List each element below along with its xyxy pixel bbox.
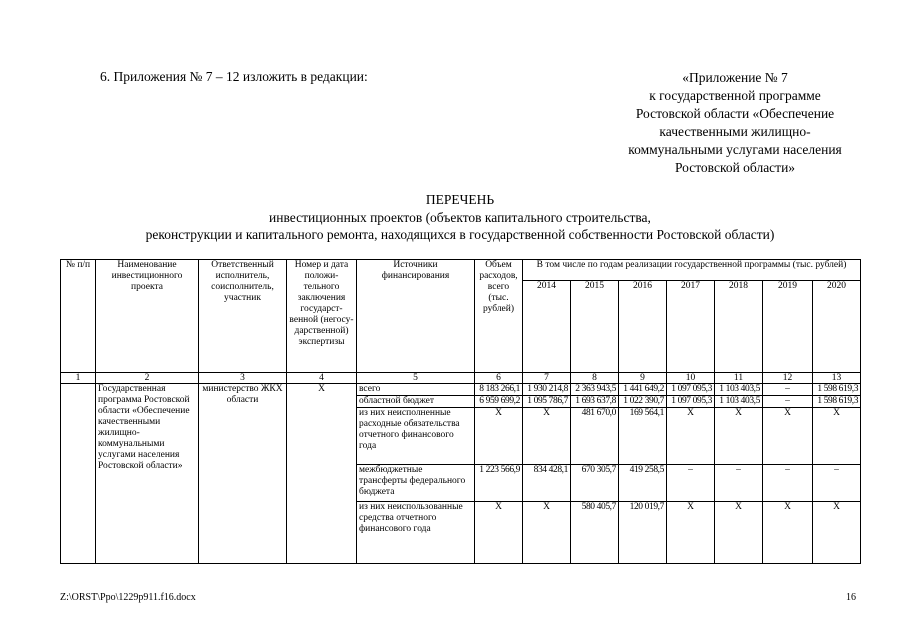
header-year: 2018 bbox=[715, 281, 763, 373]
year-cell: Х bbox=[813, 502, 861, 564]
document-heading bbox=[60, 191, 860, 244]
year-cell: 1 693 637,8 bbox=[571, 396, 619, 408]
heading-title: ПЕРЕЧЕНЬ bbox=[425, 192, 495, 207]
year-cell: Х bbox=[523, 408, 571, 465]
year-cell: Х bbox=[667, 502, 715, 564]
column-number: 12 bbox=[763, 373, 813, 384]
appendix-line: к государственной программе bbox=[649, 88, 821, 103]
column-number: 3 bbox=[199, 373, 287, 384]
year-cell: 1 097 095,3 bbox=[667, 396, 715, 408]
year-cell: – bbox=[667, 465, 715, 502]
source-cell: из них неисполненные расходные обязательства отчетного финансового года bbox=[357, 408, 475, 465]
column-number: 6 bbox=[475, 373, 523, 384]
year-cell: Х bbox=[715, 408, 763, 465]
year-cell: 1 022 390,7 bbox=[619, 396, 667, 408]
column-number: 1 bbox=[61, 373, 96, 384]
projects-table bbox=[60, 259, 861, 564]
year-cell: 419 258,5 bbox=[619, 465, 667, 502]
appendix-line: качественными жилищно- bbox=[659, 124, 811, 139]
header-name: Наименование инвестиционного проекта bbox=[96, 260, 199, 373]
appendix-header bbox=[600, 69, 870, 177]
year-cell: Х bbox=[813, 408, 861, 465]
year-cell: 1 103 403,5 bbox=[715, 384, 763, 396]
total-cell: 6 959 699,2 bbox=[475, 396, 523, 408]
project-num bbox=[61, 384, 96, 564]
source-cell: из них неиспользованные средства отчетного финансового года bbox=[357, 502, 475, 564]
heading-line: реконструкции и капитального ремонта, находящихся в государственной собственности Ростовской области) bbox=[145, 227, 775, 242]
header-years-group: В том числе по годам реализации государственной программы (тыс. рублей) bbox=[523, 260, 861, 281]
header-total: Объем расходов, всего (тыс. рублей) bbox=[475, 260, 523, 373]
header-executor: Ответственный исполнитель, соисполнитель, участник bbox=[199, 260, 287, 373]
year-cell: 120 019,7 bbox=[619, 502, 667, 564]
total-cell: Х bbox=[475, 408, 523, 465]
header-year: 2014 bbox=[523, 281, 571, 373]
column-number: 7 bbox=[523, 373, 571, 384]
source-cell: областной бюджет bbox=[357, 396, 475, 408]
appendix-line: Ростовской области» bbox=[674, 160, 796, 175]
year-cell: – bbox=[763, 465, 813, 502]
year-cell: 1 598 619,3 bbox=[813, 396, 861, 408]
project-executor: министерство ЖКХ области bbox=[199, 384, 287, 564]
column-number: 4 bbox=[287, 373, 357, 384]
header-sources: Источники финансирования bbox=[357, 260, 475, 373]
column-number: 5 bbox=[357, 373, 475, 384]
year-cell: 1 095 786,7 bbox=[523, 396, 571, 408]
year-cell: 834 428,1 bbox=[523, 465, 571, 502]
year-cell: – bbox=[763, 396, 813, 408]
column-number: 10 bbox=[667, 373, 715, 384]
year-cell: 1 103 403,5 bbox=[715, 396, 763, 408]
header-year: 2016 bbox=[619, 281, 667, 373]
project-name: Государственная программа Ростовской области «Обеспечение качественными жилищно-коммунальными услугами населения Ростовской области» bbox=[96, 384, 199, 564]
year-cell: – bbox=[715, 465, 763, 502]
column-number: 9 bbox=[619, 373, 667, 384]
year-cell: Х bbox=[715, 502, 763, 564]
year-cell: 670 305,7 bbox=[571, 465, 619, 502]
year-cell: Х bbox=[667, 408, 715, 465]
year-cell: 169 564,1 bbox=[619, 408, 667, 465]
total-cell: Х bbox=[475, 502, 523, 564]
appendix-line: «Приложение № 7 bbox=[682, 70, 788, 85]
appendix-line: коммунальными услугами населения bbox=[628, 142, 842, 157]
appendix-line: Ростовской области «Обеспечение bbox=[635, 106, 835, 121]
header-year: 2020 bbox=[813, 281, 861, 373]
column-number: 2 bbox=[96, 373, 199, 384]
heading-line: инвестиционных проектов (объектов капитального строительства, bbox=[269, 209, 651, 225]
header-year: 2019 bbox=[763, 281, 813, 373]
year-cell: – bbox=[813, 465, 861, 502]
intro-text: 6. Приложения № 7 – 12 изложить в редакции: bbox=[100, 69, 368, 84]
header-year: 2017 bbox=[667, 281, 715, 373]
column-number: 8 bbox=[571, 373, 619, 384]
table-row bbox=[61, 384, 861, 396]
column-number: 13 bbox=[813, 373, 861, 384]
year-cell: 481 670,0 bbox=[571, 408, 619, 465]
year-cell: Х bbox=[523, 502, 571, 564]
total-cell: 8 183 266,1 bbox=[475, 384, 523, 396]
total-cell: 1 223 566,9 bbox=[475, 465, 523, 502]
year-cell: – bbox=[763, 384, 813, 396]
year-cell: 1 930 214,8 bbox=[523, 384, 571, 396]
column-number: 11 bbox=[715, 373, 763, 384]
footer-file-path: Z:\ORST\Ppo\1229p911.f16.docx bbox=[60, 592, 196, 603]
year-cell: 2 363 943,5 bbox=[571, 384, 619, 396]
year-cell: 1 441 649,2 bbox=[619, 384, 667, 396]
year-cell: 1 097 095,3 bbox=[667, 384, 715, 396]
year-cell: Х bbox=[763, 502, 813, 564]
header-expertise: Номер и дата положи-тельного заключения государст-венной (негосу-дарственной) экспертизы bbox=[287, 260, 357, 373]
project-expertise: Х bbox=[287, 384, 357, 564]
year-cell: Х bbox=[763, 408, 813, 465]
year-cell: 1 598 619,3 bbox=[813, 384, 861, 396]
source-cell: межбюджетные трансферты федерального бюджета bbox=[357, 465, 475, 502]
header-year: 2015 bbox=[571, 281, 619, 373]
source-cell: всего bbox=[357, 384, 475, 396]
year-cell: 580 405,7 bbox=[571, 502, 619, 564]
footer-page-number: 16 bbox=[846, 592, 856, 603]
header-num: № п/п bbox=[61, 260, 96, 373]
